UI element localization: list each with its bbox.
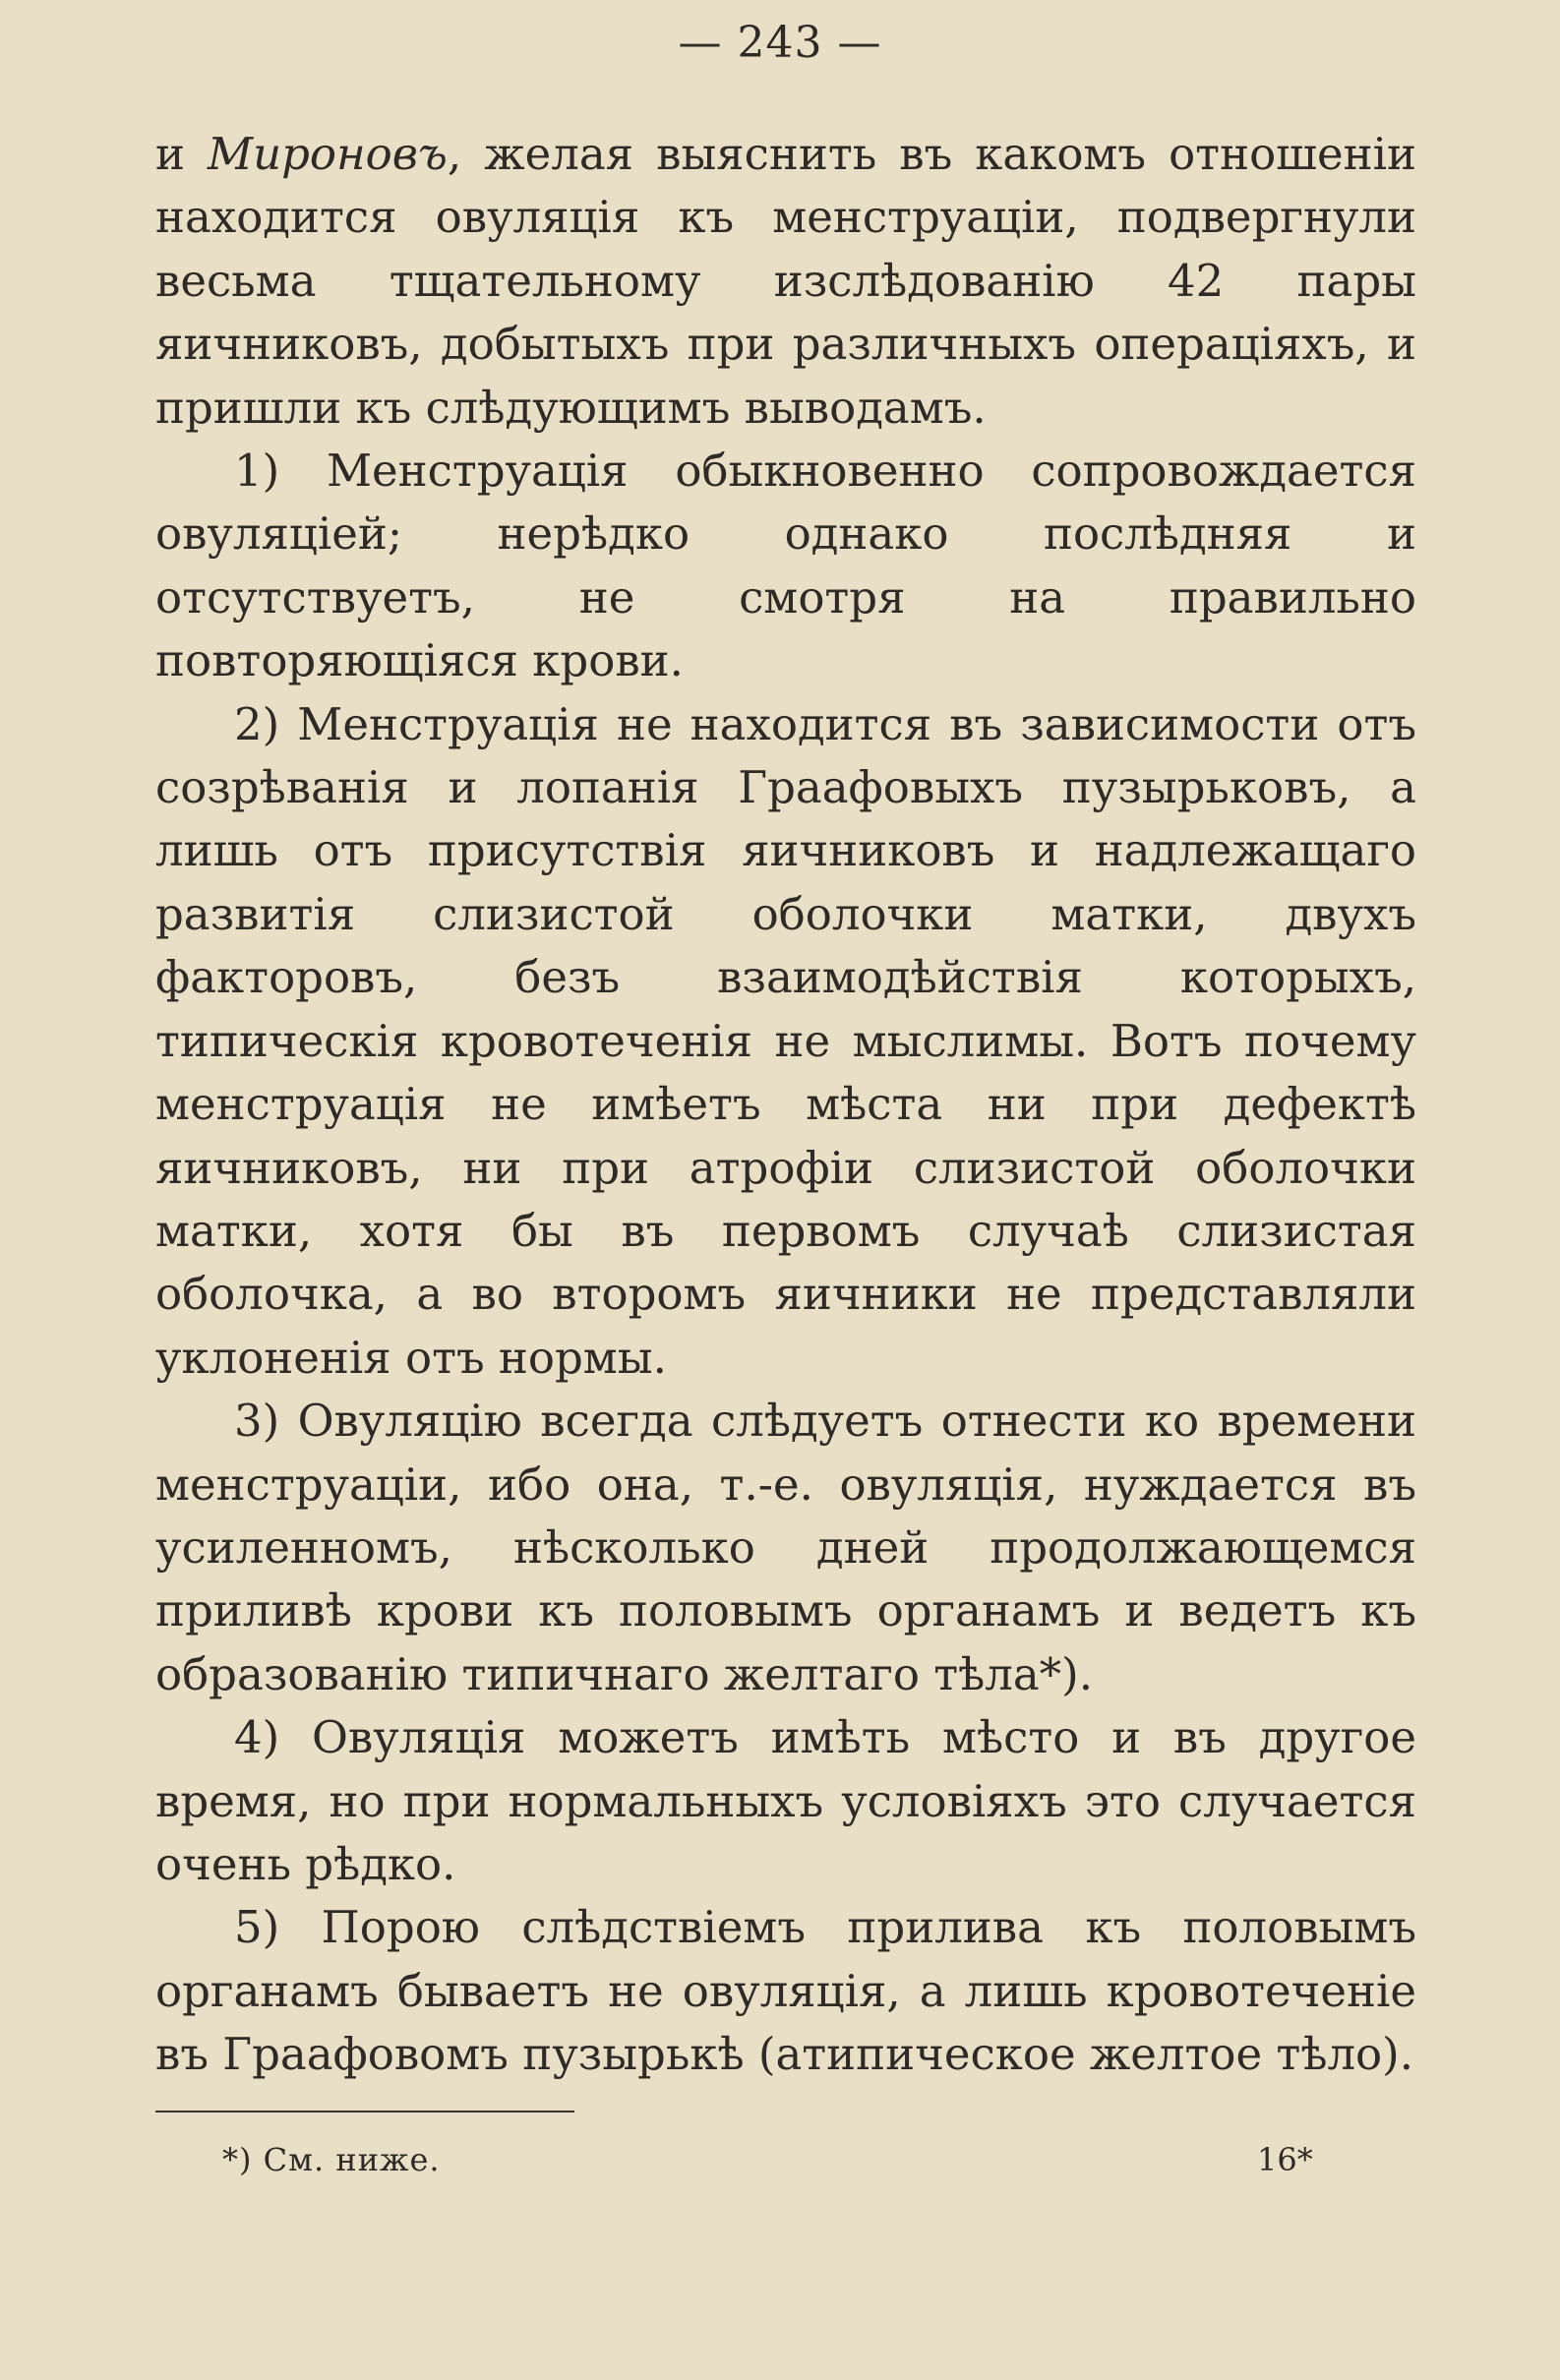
signature-mark: 16* (1257, 2141, 1313, 2178)
footnote: *) См. ниже. (222, 2141, 441, 2178)
body-text (155, 123, 1416, 2087)
page-number: — 243 — (678, 18, 882, 68)
footnote-divider (155, 2111, 574, 2112)
conclusion-3: 3) Овуляцію всегда слѣдуетъ отнести ко времени менструаціи, ибо она, т.-е. овуляція, нуждается въ усиленномъ, нѣсколько дней продолжающемся приливѣ крови къ половымъ органамъ и ведетъ къ образованію типичнаго желтаго тѣла*). (155, 1395, 1416, 1700)
conclusion-2: 2) Менструація не находится въ зависимости отъ созрѣванія и лопанія Граафовыхъ пузырьковъ, а лишь отъ присутствія яичниковъ и надлежащаго развитія слизистой оболочки матки, двухъ факторовъ, безъ взаимодѣйствія которыхъ, типическія кровотеченія не мыслимы. Вотъ почему менструація не имѣетъ мѣста ни при дефектѣ яичниковъ, ни при атрофіи слизистой оболочки матки, хотя бы въ первомъ случаѣ слизистая оболочка, а во второмъ яичники не представляли уклоненія отъ нормы. (155, 697, 1416, 1384)
conclusion-4: 4) Овуляція можетъ имѣть мѣсто и въ другое время, но при нормальныхъ условіяхъ это случается очень рѣдко. (155, 1711, 1416, 1890)
conclusion-5: 5) Порою слѣдствіемъ прилива къ половымъ органамъ бываетъ не овуляція, а лишь кровотеченіе въ Граафовомъ пузырькѣ (атипическое желтое тѣло). (155, 1901, 1416, 2081)
opening-paragraph (155, 123, 1416, 440)
opening-lead: и (155, 128, 209, 180)
opening-text: , желая выяснить въ какомъ отношеніи находится овуляція къ менструаціи, подвергнули весьма тщательному изслѣдованію 42 пары яичниковъ, добытыхъ при различныхъ операціяхъ, и пришли къ слѣдующимъ выводамъ. (155, 128, 1417, 434)
conclusion-1: 1) Менструація обыкновенно сопровождается овуляціей; нерѣдко однако послѣдняя и отсутствуетъ, не смотря на правильно повторяющіяся крови. (155, 445, 1416, 687)
author-name: Мироновъ (208, 128, 448, 180)
